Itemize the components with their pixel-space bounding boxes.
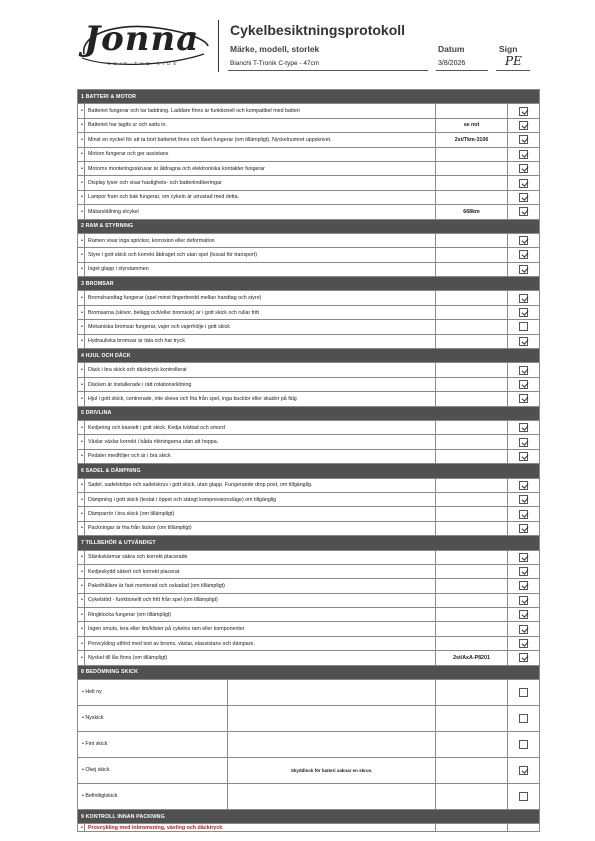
check-cell bbox=[508, 758, 540, 784]
grade-row bbox=[78, 680, 540, 706]
bullet-icon: • bbox=[78, 248, 85, 262]
checklist-row bbox=[78, 233, 540, 247]
checklist-row bbox=[78, 492, 540, 506]
checked-checkbox[interactable] bbox=[519, 524, 528, 533]
check-cell bbox=[508, 363, 540, 377]
bullet-icon: • bbox=[82, 793, 86, 800]
checked-checkbox[interactable] bbox=[519, 639, 528, 648]
grade-cell bbox=[78, 680, 436, 706]
empty-checkbox[interactable] bbox=[519, 714, 528, 723]
check-cell bbox=[508, 593, 540, 607]
grade-note-extra bbox=[436, 784, 508, 810]
checked-checkbox[interactable] bbox=[519, 625, 528, 634]
checklist-row bbox=[78, 262, 540, 276]
checked-checkbox[interactable] bbox=[519, 179, 528, 188]
checklist-item-value[interactable] bbox=[436, 147, 508, 161]
checklist-item-text: Bromsarna (skivor, belägg och/eller bromsok) är i gott skick och rullar fritt bbox=[85, 305, 436, 319]
grade-row bbox=[78, 732, 540, 758]
grade-label-text: Okej skick bbox=[85, 767, 110, 774]
checklist-row bbox=[78, 579, 540, 593]
grade-note-extra bbox=[436, 680, 508, 706]
checked-checkbox[interactable] bbox=[519, 308, 528, 317]
section-header bbox=[78, 810, 540, 824]
checklist-row bbox=[78, 377, 540, 391]
grade-note-extra bbox=[436, 706, 508, 732]
checklist-row bbox=[78, 248, 540, 262]
bike-field-label: Märke, modell, storlek bbox=[230, 44, 320, 54]
checked-checkbox[interactable] bbox=[519, 495, 528, 504]
bullet-icon: • bbox=[82, 741, 86, 748]
check-cell bbox=[508, 104, 540, 118]
checklist-item-text: Bromshandtag fungerar (spel minst fingerbredd mellan handtag och styre) bbox=[85, 291, 436, 305]
checklist-item-text: Batteriet fungerar och tar laddning. Laddare finns är funktionell och kompatibel med batteri bbox=[85, 104, 436, 118]
bullet-icon: • bbox=[78, 392, 85, 406]
checklist-row bbox=[78, 651, 540, 665]
checklist-item-text: Däck i bra skick och däcktryck kontrollerat bbox=[85, 363, 436, 377]
checklist-item-text: Styre i gott skick och korrekt åtdraget och utan spel (lossat för transport) bbox=[85, 248, 436, 262]
checklist-row bbox=[78, 622, 540, 636]
checklist-item-text: Dämpning i gott skick (testat i öppet och stängt kompressionsläge) om tillgänglig bbox=[85, 492, 436, 506]
section-header bbox=[78, 219, 540, 233]
bullet-icon: • bbox=[78, 492, 85, 506]
checklist-row bbox=[78, 334, 540, 348]
checklist-item-text: Kedjering och kassett i gott skick. Kedja tvättad och smord bbox=[85, 420, 436, 434]
checklist-item-value[interactable] bbox=[436, 478, 508, 492]
checked-checkbox[interactable] bbox=[519, 135, 528, 144]
check-cell bbox=[508, 205, 540, 219]
checked-checkbox[interactable] bbox=[519, 207, 528, 216]
check-cell bbox=[508, 608, 540, 622]
grade-note[interactable]: Skyddlock för batteri saknar en skruv. bbox=[290, 768, 373, 774]
bullet-icon: • bbox=[78, 334, 85, 348]
grade-cell bbox=[78, 784, 436, 810]
checklist-item-text: Hjul i gott skick, centrerade, inte skeva och fria från spel, inga bucklor eller skador på fälg bbox=[85, 392, 436, 406]
checklist-row bbox=[78, 118, 540, 132]
date-field-label: Datum bbox=[438, 44, 465, 54]
checked-checkbox[interactable] bbox=[519, 121, 528, 130]
bullet-icon: • bbox=[78, 550, 85, 564]
bullet-icon: • bbox=[78, 176, 85, 190]
check-cell bbox=[508, 732, 540, 758]
brand-logo bbox=[78, 19, 210, 72]
packing-item-text: Provcykling med inbromsning, växling och däcktryck bbox=[85, 824, 436, 832]
bullet-icon: • bbox=[78, 478, 85, 492]
checklist-item-value[interactable] bbox=[436, 334, 508, 348]
checked-checkbox[interactable] bbox=[519, 394, 528, 403]
checklist-item-text: Dämparrör i bra skick (om tillämpligt) bbox=[85, 507, 436, 521]
check-cell bbox=[508, 305, 540, 319]
checked-checkbox[interactable] bbox=[519, 766, 528, 775]
grade-cell bbox=[78, 706, 436, 732]
grade-note[interactable] bbox=[228, 680, 435, 705]
checklist-item-value[interactable] bbox=[436, 521, 508, 535]
bullet-icon: • bbox=[78, 636, 85, 650]
grade-label bbox=[78, 706, 228, 731]
check-cell bbox=[508, 478, 540, 492]
checklist-row bbox=[78, 636, 540, 650]
signature-value[interactable]: PE bbox=[505, 54, 522, 68]
check-cell bbox=[508, 161, 540, 175]
check-cell bbox=[508, 377, 540, 391]
grade-label bbox=[78, 680, 228, 705]
check-cell bbox=[508, 564, 540, 578]
checklist-row bbox=[78, 104, 540, 118]
checklist-item-value[interactable] bbox=[436, 435, 508, 449]
bullet-icon: • bbox=[78, 205, 85, 219]
bullet-icon: • bbox=[78, 161, 85, 175]
checklist-row bbox=[78, 507, 540, 521]
grade-row bbox=[78, 758, 540, 784]
bullet-icon: • bbox=[78, 651, 85, 665]
checklist-row bbox=[78, 608, 540, 622]
check-cell bbox=[508, 190, 540, 204]
checklist-item-value[interactable] bbox=[436, 305, 508, 319]
checklist-item-text: Packningar är fria från läckor (om tillämpligt) bbox=[85, 521, 436, 535]
check-cell bbox=[508, 550, 540, 564]
checklist-item-value[interactable]: se not bbox=[436, 118, 508, 132]
checklist-item-text: Pakethållare är fast monterad och oskadad (om tillämpligt) bbox=[85, 579, 436, 593]
check-cell bbox=[508, 784, 540, 810]
checklist-item-text: Sadel, sadelstolpe och sadelskruv i gott skick, utan glapp. Fungerande drop post, om tillgänglig. bbox=[85, 478, 436, 492]
checklist-item-value[interactable] bbox=[436, 377, 508, 391]
checked-checkbox[interactable] bbox=[519, 596, 528, 605]
check-cell bbox=[508, 320, 540, 334]
checked-checkbox[interactable] bbox=[519, 380, 528, 389]
checklist-item-value[interactable] bbox=[436, 176, 508, 190]
checklist-row bbox=[78, 593, 540, 607]
packing-item-value[interactable] bbox=[436, 824, 508, 832]
checklist-row bbox=[78, 435, 540, 449]
section-title: 3 BROMSAR bbox=[78, 277, 540, 291]
inspection-table-body bbox=[78, 90, 540, 832]
checklist-item-value[interactable] bbox=[436, 392, 508, 406]
check-cell bbox=[508, 651, 540, 665]
checklist-item-value[interactable] bbox=[436, 363, 508, 377]
grade-note[interactable] bbox=[228, 732, 435, 757]
check-cell bbox=[508, 435, 540, 449]
checklist-row bbox=[78, 564, 540, 578]
document-title: Cykelbesiktningsprotokoll bbox=[230, 22, 406, 38]
checked-checkbox[interactable] bbox=[519, 653, 528, 662]
checklist-item-text: Pedaler medföljer och är i bra skick bbox=[85, 449, 436, 463]
checklist-item-value[interactable] bbox=[436, 262, 508, 276]
checklist-item-text: Hydrauliska bromsar är täta och har tryck bbox=[85, 334, 436, 348]
grade-label bbox=[78, 758, 228, 783]
bullet-icon: • bbox=[78, 147, 85, 161]
grade-label-text: Helt ny bbox=[85, 689, 102, 696]
logo-tagline: JOIN THE RIDE bbox=[108, 61, 180, 66]
bullet-icon: • bbox=[78, 507, 85, 521]
checklist-item-value[interactable] bbox=[436, 248, 508, 262]
checklist-row bbox=[78, 190, 540, 204]
checklist-item-value[interactable] bbox=[436, 622, 508, 636]
checklist-item-value[interactable] bbox=[436, 449, 508, 463]
checklist-item-value[interactable] bbox=[436, 579, 508, 593]
empty-checkbox[interactable] bbox=[519, 322, 528, 331]
check-cell bbox=[508, 449, 540, 463]
bullet-icon: • bbox=[78, 622, 85, 636]
checklist-item-text: Inget glapp i styrstammen bbox=[85, 262, 436, 276]
checklist-item-text: Provcykling utförd med test av broms, växlar, elassistans och dämpare. bbox=[85, 636, 436, 650]
checklist-row bbox=[78, 478, 540, 492]
section-header bbox=[78, 464, 540, 478]
checked-checkbox[interactable] bbox=[519, 423, 528, 432]
section-header bbox=[78, 349, 540, 363]
sign-field-underline bbox=[496, 70, 530, 71]
checklist-item-text: Cykelstöd - funktionellt och fritt från spel (om tillämpligt) bbox=[85, 593, 436, 607]
section-header bbox=[78, 406, 540, 420]
checklist-item-text: Motorn fungerar och ger assistans bbox=[85, 147, 436, 161]
checklist-item-text: Minst en nyckel för att ta bort batteriet finns och låset fungerar (om tillämpligt). Nyckelnumret uppskrivet. bbox=[85, 133, 436, 147]
check-cell bbox=[508, 521, 540, 535]
section-header bbox=[78, 536, 540, 550]
checklist-row bbox=[78, 521, 540, 535]
grade-row bbox=[78, 784, 540, 810]
section-title: 9 KONTROLL INNAN PACKNING bbox=[78, 810, 540, 824]
bullet-icon: • bbox=[78, 305, 85, 319]
checked-checkbox[interactable] bbox=[519, 265, 528, 274]
checklist-item-value[interactable] bbox=[436, 492, 508, 506]
check-cell bbox=[508, 147, 540, 161]
checklist-item-value[interactable] bbox=[436, 104, 508, 118]
bullet-icon: • bbox=[78, 593, 85, 607]
checklist-item-value[interactable] bbox=[436, 190, 508, 204]
grade-row bbox=[78, 706, 540, 732]
grade-note-extra bbox=[436, 758, 508, 784]
checklist-row bbox=[78, 176, 540, 190]
checklist-row bbox=[78, 147, 540, 161]
bullet-icon: • bbox=[78, 233, 85, 247]
section-title: 5 DRIVLINA bbox=[78, 406, 540, 420]
bullet-icon: • bbox=[78, 608, 85, 622]
checklist-item-value[interactable] bbox=[436, 636, 508, 650]
bullet-icon: • bbox=[82, 689, 86, 696]
checklist-item-text: Kedjeskydd säkert och korrekt placerat bbox=[85, 564, 436, 578]
sign-field-label: Sign bbox=[499, 44, 518, 54]
grade-note[interactable] bbox=[228, 706, 435, 731]
checked-checkbox[interactable] bbox=[519, 236, 528, 245]
grade-cell bbox=[78, 758, 436, 784]
check-cell bbox=[508, 291, 540, 305]
checklist-row bbox=[78, 161, 540, 175]
check-cell bbox=[508, 118, 540, 132]
grade-cell bbox=[78, 732, 436, 758]
checklist-item-value[interactable]: 668km bbox=[436, 205, 508, 219]
checklist-row bbox=[78, 320, 540, 334]
checklist-item-value[interactable] bbox=[436, 233, 508, 247]
section-title: 6 SADEL & DÄMPNING bbox=[78, 464, 540, 478]
date-field-value[interactable]: 3/8/2026 bbox=[438, 60, 466, 67]
checked-checkbox[interactable] bbox=[519, 553, 528, 562]
check-cell bbox=[508, 680, 540, 706]
checked-checkbox[interactable] bbox=[519, 581, 528, 590]
bike-field-underline bbox=[228, 70, 428, 71]
packing-row bbox=[78, 824, 540, 832]
check-cell bbox=[508, 262, 540, 276]
check-cell bbox=[508, 492, 540, 506]
checklist-item-text: Nyckel till lås finns (om tillämpligt) bbox=[85, 651, 436, 665]
section-title: 4 HJUL OCH DÄCK bbox=[78, 349, 540, 363]
checked-checkbox[interactable] bbox=[519, 567, 528, 576]
section-title: 2 RAM & STYRNING bbox=[78, 219, 540, 233]
checklist-item-text: Motorns monteringsskruvar är åtdragna och elektroniska kontakter fungerar bbox=[85, 161, 436, 175]
checklist-row bbox=[78, 420, 540, 434]
check-cell bbox=[508, 706, 540, 732]
checklist-item-text: Lampor fram och bak fungerar, om cykeln är utrustad med detta. bbox=[85, 190, 436, 204]
empty-checkbox[interactable] bbox=[519, 688, 528, 697]
section-title: 7 TILLBEHÖR & UTVÄNDIGT bbox=[78, 536, 540, 550]
checked-checkbox[interactable] bbox=[519, 193, 528, 202]
checklist-item-text: Däcken är installerade i rätt rotationsriktning bbox=[85, 377, 436, 391]
grade-label-text: Befintligtskick bbox=[85, 793, 118, 800]
check-cell bbox=[508, 248, 540, 262]
checklist-item-text: Mekaniska bromsar fungerar, vajer och vajerhölje i gott skick bbox=[85, 320, 436, 334]
section-header bbox=[78, 277, 540, 291]
check-cell bbox=[508, 636, 540, 650]
section-header bbox=[78, 90, 540, 104]
grade-label-text: Nyskick bbox=[85, 715, 104, 722]
bullet-icon: • bbox=[78, 320, 85, 334]
checklist-item-text: Mätarställning elcykel bbox=[85, 205, 436, 219]
checklist-item-value[interactable] bbox=[436, 291, 508, 305]
bullet-icon: • bbox=[78, 118, 85, 132]
checklist-item-text: Display lyser och visar hastighets- och batteriindikeringar bbox=[85, 176, 436, 190]
checked-checkbox[interactable] bbox=[519, 150, 528, 159]
checked-checkbox[interactable] bbox=[519, 107, 528, 116]
checklist-item-value[interactable] bbox=[436, 161, 508, 175]
checklist-item-text: Batteriet har tagits ur och satts in. bbox=[85, 118, 436, 132]
grade-label bbox=[78, 784, 228, 809]
checked-checkbox[interactable] bbox=[519, 438, 528, 447]
bullet-icon: • bbox=[78, 564, 85, 578]
section-title: 1 BATTERI & MOTOR bbox=[78, 90, 540, 104]
checklist-item-text: Ramen visar inga sprickor, korrosion eller deformation bbox=[85, 233, 436, 247]
bullet-icon: • bbox=[78, 291, 85, 305]
checklist-row bbox=[78, 205, 540, 219]
header-divider bbox=[218, 20, 219, 72]
bullet-icon: • bbox=[78, 377, 85, 391]
checked-checkbox[interactable] bbox=[519, 510, 528, 519]
checked-checkbox[interactable] bbox=[519, 610, 528, 619]
checklist-item-text: Växlar växlar korrekt i båda riktningarna utan att hoppa. bbox=[85, 435, 436, 449]
empty-checkbox[interactable] bbox=[519, 740, 528, 749]
bullet-icon: • bbox=[78, 449, 85, 463]
packing-check-cell[interactable] bbox=[508, 824, 540, 832]
checked-checkbox[interactable] bbox=[519, 452, 528, 461]
checklist-item-value[interactable] bbox=[436, 564, 508, 578]
check-cell bbox=[508, 622, 540, 636]
grade-note-extra bbox=[436, 732, 508, 758]
grade-label-text: Fint skick bbox=[85, 741, 108, 748]
checklist-item-text: Ringklocka fungerar (om tillämpligt) bbox=[85, 608, 436, 622]
bullet-icon: • bbox=[78, 420, 85, 434]
empty-checkbox[interactable] bbox=[519, 792, 528, 801]
check-cell bbox=[508, 334, 540, 348]
check-cell bbox=[508, 579, 540, 593]
checklist-row bbox=[78, 291, 540, 305]
check-cell bbox=[508, 176, 540, 190]
checklist-item-value[interactable]: 2st/AxA-P8201 bbox=[436, 651, 508, 665]
check-cell bbox=[508, 233, 540, 247]
grade-label bbox=[78, 732, 228, 757]
bullet-icon: • bbox=[78, 133, 85, 147]
checklist-row bbox=[78, 392, 540, 406]
bullet-icon: • bbox=[78, 824, 85, 832]
checked-checkbox[interactable] bbox=[519, 250, 528, 259]
section-title: 8 BEDÖMNING SKICK bbox=[78, 665, 540, 679]
logo-wordmark: Jonna bbox=[84, 19, 200, 59]
inspection-table bbox=[77, 89, 540, 832]
bullet-icon: • bbox=[78, 104, 85, 118]
bullet-icon: • bbox=[82, 715, 86, 722]
check-cell bbox=[508, 392, 540, 406]
checked-checkbox[interactable] bbox=[519, 366, 528, 375]
checklist-item-text: Ingen smuts, lera eller lim/klister på cykelns ram eller komponenter bbox=[85, 622, 436, 636]
checklist-row bbox=[78, 550, 540, 564]
checklist-item-value[interactable] bbox=[436, 507, 508, 521]
bullet-icon: • bbox=[82, 767, 86, 774]
checked-checkbox[interactable] bbox=[519, 481, 528, 490]
grade-note[interactable] bbox=[228, 784, 435, 809]
checklist-row bbox=[78, 305, 540, 319]
checklist-item-value[interactable] bbox=[436, 420, 508, 434]
check-cell bbox=[508, 420, 540, 434]
checklist-item-value[interactable] bbox=[436, 550, 508, 564]
section-header bbox=[78, 665, 540, 679]
bullet-icon: • bbox=[78, 363, 85, 377]
bullet-icon: • bbox=[78, 521, 85, 535]
checked-checkbox[interactable] bbox=[519, 294, 528, 303]
bullet-icon: • bbox=[78, 262, 85, 276]
bike-field-value[interactable]: Bianchi T-Tronik C-type - 47cm bbox=[230, 60, 320, 67]
checklist-item-text: Stänkskärmar säkra och korrekt placerade bbox=[85, 550, 436, 564]
checklist-row bbox=[78, 133, 540, 147]
checklist-item-value[interactable] bbox=[436, 608, 508, 622]
bullet-icon: • bbox=[78, 579, 85, 593]
checklist-row bbox=[78, 449, 540, 463]
check-cell bbox=[508, 133, 540, 147]
checked-checkbox[interactable] bbox=[519, 337, 528, 346]
checklist-item-value[interactable] bbox=[436, 320, 508, 334]
checklist-item-value[interactable]: 2st/Tkm-3106 bbox=[436, 133, 508, 147]
bullet-icon: • bbox=[78, 435, 85, 449]
checklist-row bbox=[78, 363, 540, 377]
date-field-underline bbox=[436, 70, 488, 71]
bullet-icon: • bbox=[78, 190, 85, 204]
checked-checkbox[interactable] bbox=[519, 164, 528, 173]
check-cell bbox=[508, 507, 540, 521]
checklist-item-value[interactable] bbox=[436, 593, 508, 607]
